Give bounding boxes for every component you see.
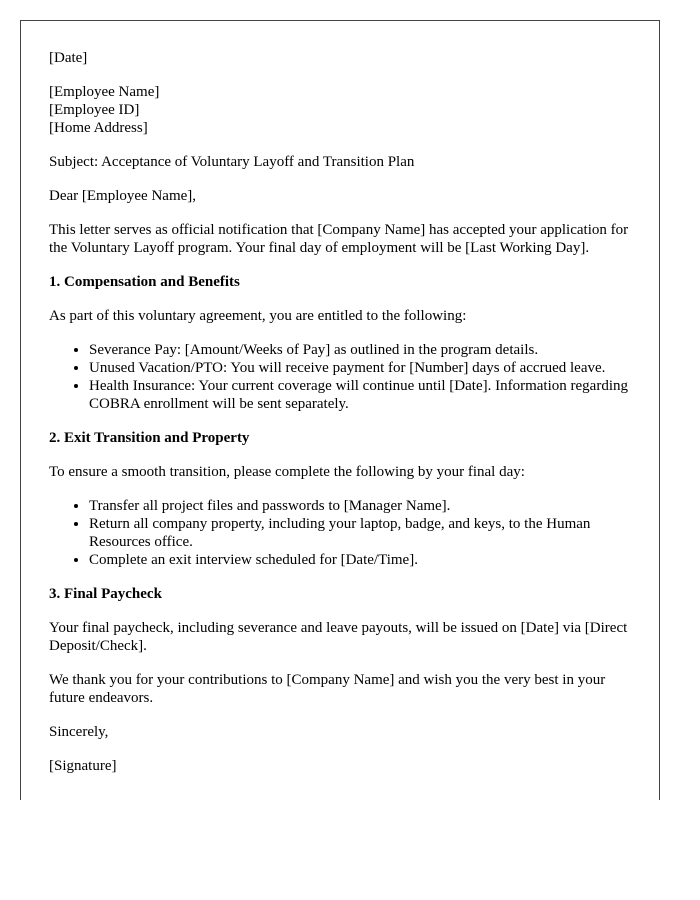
letter-content xyxy=(49,49,629,791)
recipient-name: [Employee Name] xyxy=(49,84,160,100)
section-heading-transition: 2. Exit Transition and Property xyxy=(49,430,250,446)
recipient-id: [Employee ID] xyxy=(49,102,140,118)
list-item: • Return all company property, including your laptop, badge, and keys, to the Human Resources office. xyxy=(89,515,629,551)
closing-text: We thank you for your contributions to [Company Name] and wish you the very best in your future endeavors. xyxy=(49,672,606,706)
compensation-list xyxy=(49,341,629,413)
section-text-paycheck: Your final paycheck, including severance and leave payouts, will be issued on [Date] via [Direct Deposit/Check]. xyxy=(49,620,628,654)
letter-page xyxy=(20,20,660,800)
section-text-transition: To ensure a smooth transition, please complete the following by your final day: xyxy=(49,464,525,480)
letter-salutation: Dear [Employee Name], xyxy=(49,188,197,204)
letter-intro: This letter serves as official notification that [Company Name] has accepted your application for the Voluntary Layoff program. Your final day of employment will be [Last Working Day]. xyxy=(49,222,629,256)
list-item: • Severance Pay: [Amount/Weeks of Pay] as outlined in the program details. xyxy=(89,341,629,359)
list-item: • Health Insurance: Your current coverage will continue until [Date]. Information regarding COBRA enrollment will be sent separately. xyxy=(89,377,629,413)
letter-date: [Date] xyxy=(49,50,88,66)
letter-signoff: Sincerely, xyxy=(49,724,109,740)
section-heading-paycheck: 3. Final Paycheck xyxy=(49,586,162,602)
section-text-compensation: As part of this voluntary agreement, you are entitled to the following: xyxy=(49,308,467,324)
recipient-block xyxy=(49,83,629,137)
section-heading-compensation: 1. Compensation and Benefits xyxy=(49,274,240,290)
list-item: • Transfer all project files and passwords to [Manager Name]. xyxy=(89,497,629,515)
list-item: • Unused Vacation/PTO: You will receive payment for [Number] days of accrued leave. xyxy=(89,359,629,377)
letter-subject: Subject: Acceptance of Voluntary Layoff and Transition Plan xyxy=(49,154,415,170)
list-item: • Complete an exit interview scheduled for [Date/Time]. xyxy=(89,551,629,569)
transition-list xyxy=(49,497,629,569)
recipient-address: [Home Address] xyxy=(49,120,148,136)
letter-signature: [Signature] xyxy=(49,758,117,774)
